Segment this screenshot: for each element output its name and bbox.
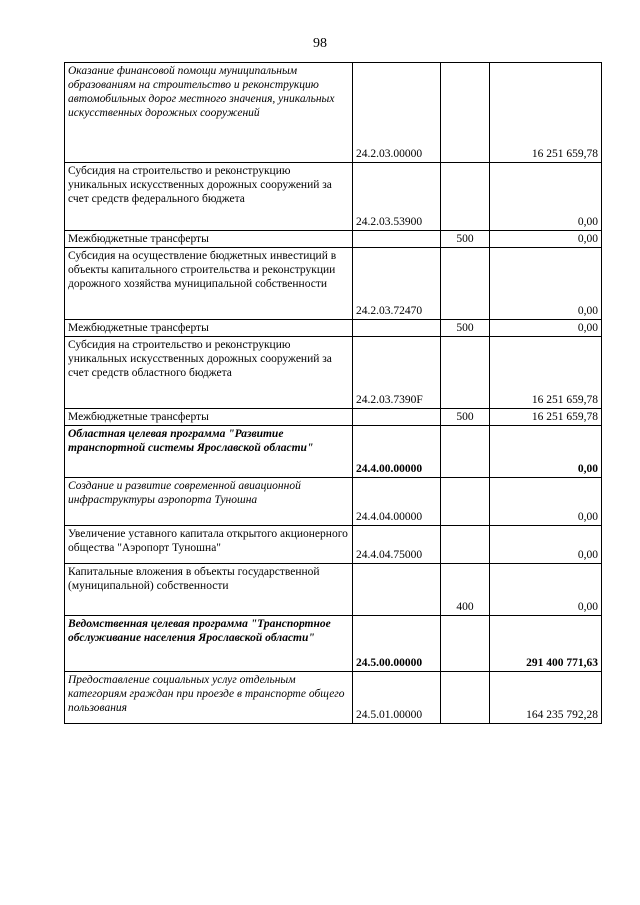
table-row bbox=[65, 478, 602, 526]
row-code-cell: 24.5.01.00000 bbox=[353, 672, 441, 724]
row-amount-cell: 16 251 659,78 bbox=[490, 337, 602, 409]
row-code-cell: 24.4.00.00000 bbox=[353, 426, 441, 478]
row-amount-cell: 0,00 bbox=[490, 564, 602, 616]
row-type-cell bbox=[441, 478, 490, 526]
row-type-cell bbox=[441, 526, 490, 564]
table-row bbox=[65, 320, 602, 337]
row-name-cell: Увеличение уставного капитала открытого акционерного общества "Аэропорт Туношна" bbox=[65, 526, 353, 564]
table-row bbox=[65, 672, 602, 724]
table-row bbox=[65, 564, 602, 616]
table-row bbox=[65, 409, 602, 426]
row-name-cell: Капитальные вложения в объекты государственной (муниципальной) собственности bbox=[65, 564, 353, 616]
table-row bbox=[65, 426, 602, 478]
row-amount-cell: 0,00 bbox=[490, 478, 602, 526]
row-amount-cell: 0,00 bbox=[490, 163, 602, 231]
row-name-cell: Создание и развитие современной авиационной инфраструктуры аэропорта Туношна bbox=[65, 478, 353, 526]
row-type-cell: 500 bbox=[441, 409, 490, 426]
row-code-cell: 24.5.00.00000 bbox=[353, 616, 441, 672]
row-code-cell: 24.2.03.7390F bbox=[353, 337, 441, 409]
row-code-cell: 24.4.04.75000 bbox=[353, 526, 441, 564]
row-type-cell bbox=[441, 426, 490, 478]
row-type-cell bbox=[441, 616, 490, 672]
row-amount-cell: 0,00 bbox=[490, 426, 602, 478]
table-row bbox=[65, 337, 602, 409]
row-amount-cell: 16 251 659,78 bbox=[490, 409, 602, 426]
row-type-cell: 500 bbox=[441, 320, 490, 337]
row-name-cell: Субсидия на осуществление бюджетных инвестиций в объекты капитального строительства и реконструкции дорожного хозяйства муниципальной собственности bbox=[65, 248, 353, 320]
row-code-cell bbox=[353, 409, 441, 426]
row-name-cell: Субсидия на строительство и реконструкцию уникальных искусственных дорожных сооружений за счет средств федерального бюджета bbox=[65, 163, 353, 231]
row-name-cell: Ведомственная целевая программа "Транспортное обслуживание населения Ярославской области" bbox=[65, 616, 353, 672]
row-type-cell: 400 bbox=[441, 564, 490, 616]
row-type-cell bbox=[441, 672, 490, 724]
row-name-cell: Оказание финансовой помощи муниципальным образованиям на строительство и реконструкцию автомобильных дорог местного значения, уникальных искусственных дорожных сооружений bbox=[65, 63, 353, 163]
row-type-cell bbox=[441, 63, 490, 163]
row-code-cell bbox=[353, 231, 441, 248]
row-code-cell: 24.4.04.00000 bbox=[353, 478, 441, 526]
row-code-cell: 24.2.03.53900 bbox=[353, 163, 441, 231]
table-row bbox=[65, 248, 602, 320]
row-name-cell: Предоставление социальных услуг отдельным категориям граждан при проезде в транспорте общего пользования bbox=[65, 672, 353, 724]
row-code-cell bbox=[353, 564, 441, 616]
page-number: 98 bbox=[313, 36, 327, 51]
table-row bbox=[65, 526, 602, 564]
budget-table bbox=[64, 62, 602, 724]
row-type-cell bbox=[441, 248, 490, 320]
row-name-cell: Межбюджетные трансферты bbox=[65, 409, 353, 426]
row-amount-cell: 0,00 bbox=[490, 231, 602, 248]
row-name-cell: Межбюджетные трансферты bbox=[65, 320, 353, 337]
row-code-cell bbox=[353, 320, 441, 337]
row-type-cell bbox=[441, 163, 490, 231]
row-type-cell: 500 bbox=[441, 231, 490, 248]
row-amount-cell: 0,00 bbox=[490, 248, 602, 320]
row-amount-cell: 0,00 bbox=[490, 526, 602, 564]
row-name-cell: Субсидия на строительство и реконструкцию уникальных искусственных дорожных сооружений за счет средств областного бюджета bbox=[65, 337, 353, 409]
table-row bbox=[65, 231, 602, 248]
row-amount-cell: 16 251 659,78 bbox=[490, 63, 602, 163]
row-name-cell: Областная целевая программа "Развитие транспортной системы Ярославской области" bbox=[65, 426, 353, 478]
table-row bbox=[65, 63, 602, 163]
row-code-cell: 24.2.03.72470 bbox=[353, 248, 441, 320]
table-row bbox=[65, 163, 602, 231]
table-row bbox=[65, 616, 602, 672]
row-amount-cell: 0,00 bbox=[490, 320, 602, 337]
row-name-cell: Межбюджетные трансферты bbox=[65, 231, 353, 248]
row-type-cell bbox=[441, 337, 490, 409]
row-amount-cell: 291 400 771,63 bbox=[490, 616, 602, 672]
row-amount-cell: 164 235 792,28 bbox=[490, 672, 602, 724]
row-code-cell: 24.2.03.00000 bbox=[353, 63, 441, 163]
